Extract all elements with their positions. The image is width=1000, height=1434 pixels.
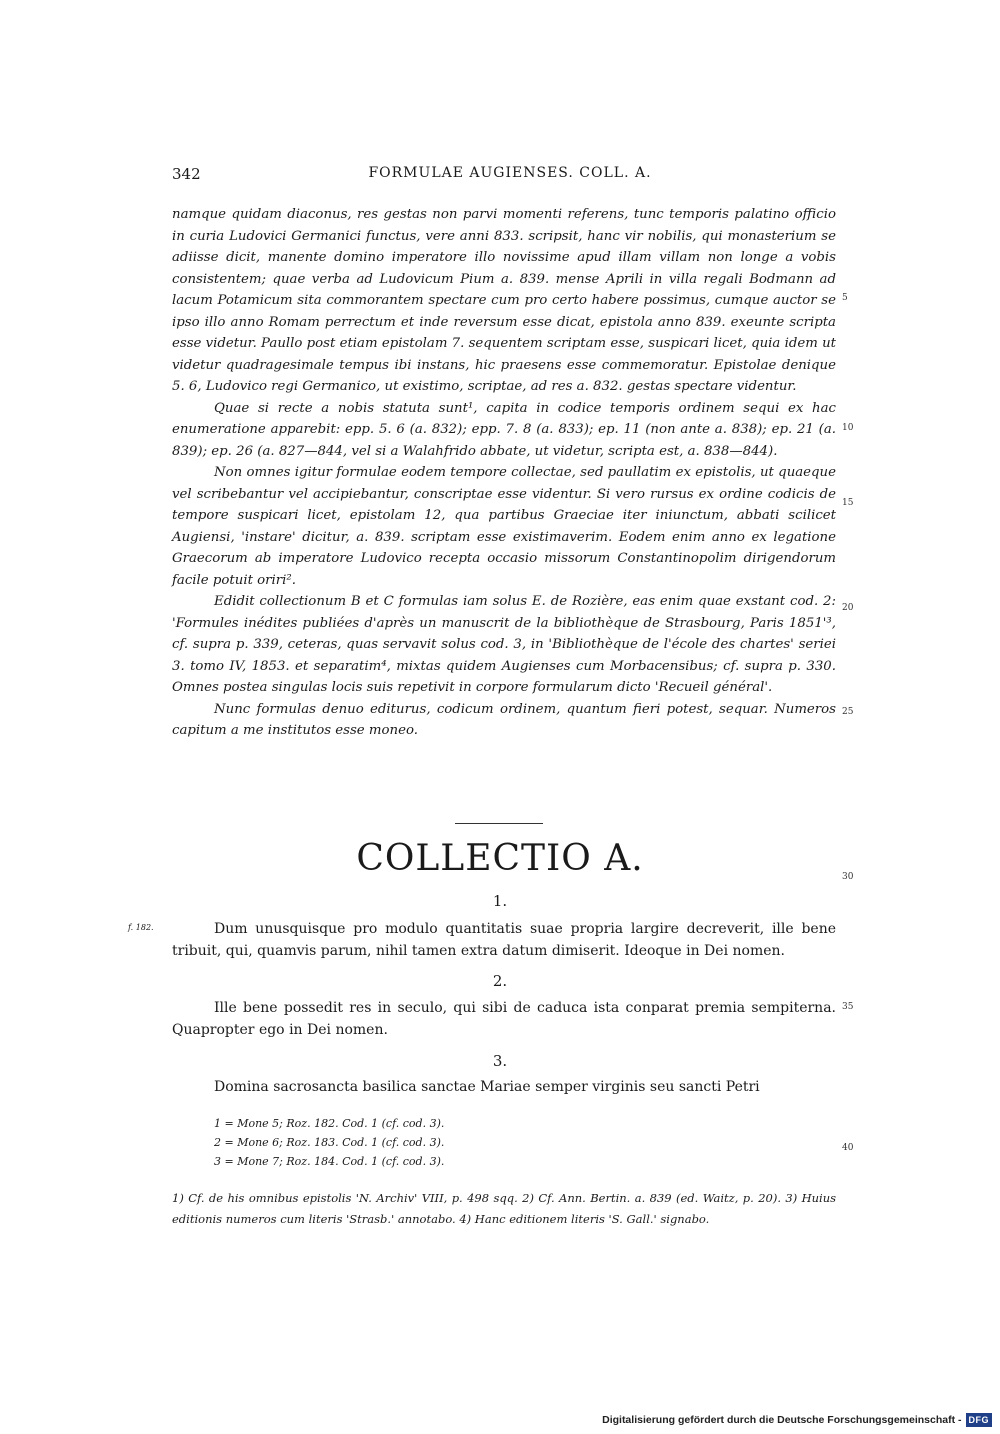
running-title: FORMULAE AUGIENSES. COLL. A. — [368, 165, 652, 181]
source-line: 1 = Mone 5; Roz. 182. Cod. 1 (cf. cod. 3). — [214, 1117, 445, 1130]
line-number: 10 — [842, 423, 854, 433]
line-number: 20 — [842, 603, 854, 613]
footer-text: Digitalisierung gefördert durch die Deutsche Forschungsgemeinschaft - — [602, 1414, 962, 1426]
margin-note: f. 182. — [128, 923, 154, 932]
sources-apparatus — [214, 1114, 444, 1171]
formula-number: 2. — [492, 972, 508, 990]
intro-paragraph: Edidit collectionum B et C formulas iam solus E. de Rozière, eas enim quae exstant cod. 2: 'Formules inédites publiées d'après un manuscrit de la bibliothèque de Strasbourg, Paris 1851'³, cf. supra p. 339, ceteras, quas servavit solus cod. 3, in 'Bibliothèque de l'école des chartes' seriei 3. tomo IV, 1853. et separatim⁴, mixtas quidem Augienses cum Morbacensibus; cf. supra p. 330. Omnes postea singulas locis suis repetivit in corpore formularum dicto 'Recueil général'. — [172, 594, 836, 695]
line-number: 35 — [842, 1002, 854, 1012]
intro-text — [172, 204, 836, 742]
line-number: 40 — [842, 1143, 854, 1153]
intro-paragraph: namque quidam diaconus, res gestas non parvi momenti referens, tunc temporis palatino officio in curia Ludovici Germanici functus, vere anni 833. scripsit, hanc vir nobilis, qui monasterium se adiisse dicit, manente domino imperatore illo novissime apud illam villam non longe a vobis consistentem; quae verba ad Ludovicum Pium a. 839. mense Aprili in villa regali Bodmann ad lacum Potamicum sita commorantem spectare cum pro certo habere possimus, cumque auctor se ipso illo anno Romam perrectum et inde reversum esse dicat, epistola anno 839. exeunte scripta esse videtur. Paullo post etiam epistolam 7. sequentem scriptam esse, suspicari licet, quia idem ut videtur quadragesimale tempus ibi instans, hic praesens esse commemoratur. Epistolae denique 5. 6, Ludovico regi Germanico, ut existimo, scriptae, ad res a. 832. gestas spectare videntur. — [172, 207, 836, 394]
line-number: 5 — [842, 293, 848, 303]
formula-text: Dum unusquisque pro modulo quantitatis suae propria largire decreverit, ille bene tribuit, qui, quamvis parum, nihil tamen extra datum dimiserit. Ideoque in Dei nomen. — [172, 921, 836, 959]
formula-text: Domina sacrosancta basilica sanctae Mariae semper virginis seu sancti Petri — [214, 1079, 760, 1095]
source-line: 2 = Mone 6; Roz. 183. Cod. 1 (cf. cod. 3). — [214, 1136, 445, 1149]
intro-paragraph: Non omnes igitur formulae eodem tempore collectae, sed paullatim ex epistolis, ut quaeque vel scribebantur vel accipiebantur, conscriptae esse videntur. Si vero rursus ex ordine codicis de tempore suspicari licet, epistolam 12, qua partibus Graeciae iter iniunctum, abbati scilicet Augiensi, 'instare' dicitur, a. 839. scriptam esse existimaverim. Eodem enim anno ex legatione Graecorum ab imperatore Ludovico recepta occasio missorum Constantinopolim dirigendorum facile potuit oriri². — [172, 465, 836, 588]
line-number: 30 — [842, 872, 854, 882]
collection-title: COLLECTIO A. — [356, 838, 644, 879]
dfg-footer — [602, 1413, 992, 1427]
page-number: 342 — [172, 165, 201, 183]
formula-text: Ille bene possedit res in seculo, qui sibi de caduca ista conparat premia sempiterna. Quapropter ego in Dei nomen. — [172, 1000, 836, 1038]
dfg-logo: DFG — [966, 1413, 993, 1427]
source-line: 3 = Mone 7; Roz. 184. Cod. 1 (cf. cod. 3). — [214, 1155, 445, 1168]
formula-number: 1. — [492, 892, 508, 910]
line-number: 25 — [842, 707, 854, 717]
footnotes: 1) Cf. de his omnibus epistolis 'N. Archiv' VIII, p. 498 sqq. 2) Cf. Ann. Bertin. a. 839 (ed. Waitz, p. 20). 3) Huius editionis numeros cum literis 'Strasb.' annotabo. 4) Hanc editionem literis 'S. Gall.' signabo. — [172, 1191, 836, 1226]
intro-paragraph: Nunc formulas denuo editurus, codicum ordinem, quantum fieri potest, sequar. Numeros capitum a me institutos esse moneo. — [172, 701, 836, 738]
formula-number: 3. — [492, 1052, 508, 1070]
line-number: 15 — [842, 498, 854, 508]
section-separator — [455, 823, 543, 824]
intro-paragraph: Quae si recte a nobis statuta sunt¹, capita in codice temporis ordinem sequi ex hac enumeratione apparebit: epp. 5. 6 (a. 832); epp. 7. 8 (a. 833); ep. 11 (non ante a. 838); ep. 21 (a. 839); ep. 26 (a. 827—844, vel si a Walahfrido abbate, ut videtur, scripta est, a. 838—844). — [172, 400, 836, 459]
